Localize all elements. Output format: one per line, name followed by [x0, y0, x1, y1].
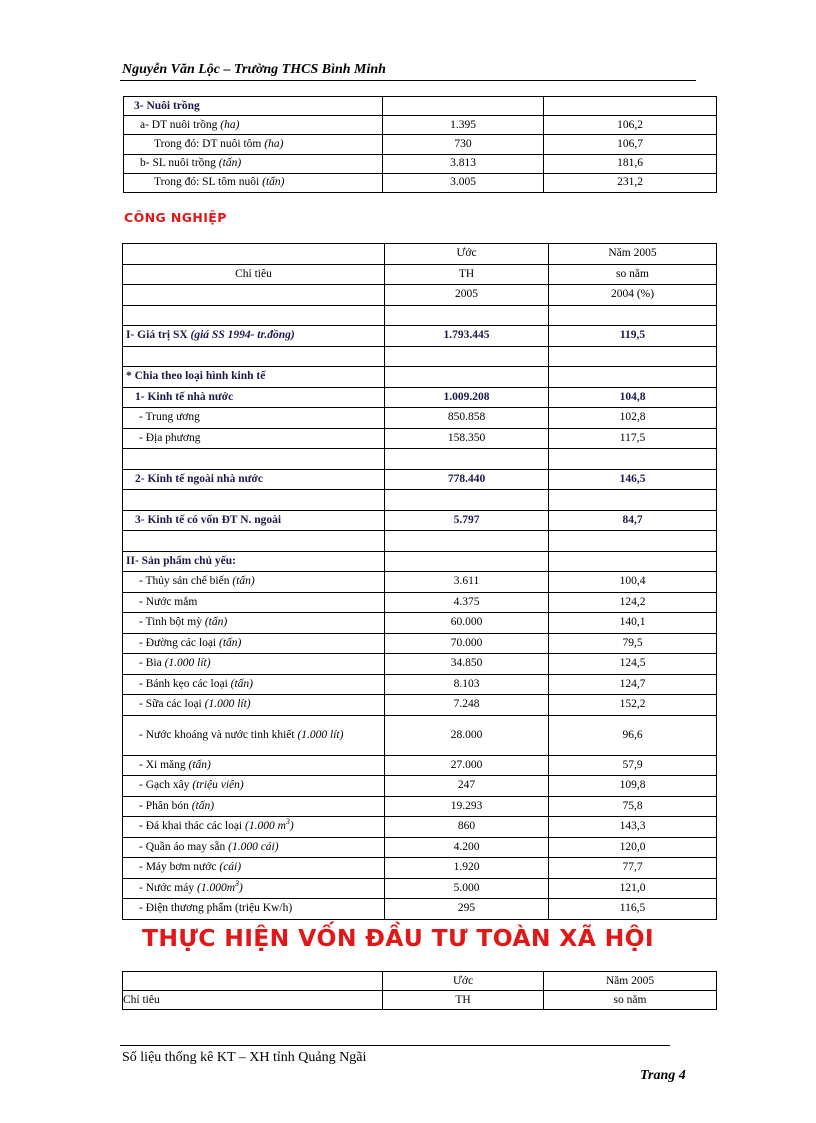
table-cell: 109,8: [549, 776, 717, 797]
investment-table: [122, 971, 717, 1010]
table-cell: 5.000: [385, 878, 549, 899]
unit-superscript: 3: [235, 878, 239, 888]
table-row: [123, 695, 717, 716]
table-cell: [123, 285, 385, 306]
document-header: Nguyễn Văn Lộc – Trường THCS Bình Minh: [122, 62, 386, 77]
table-cell: - Địa phương: [123, 428, 385, 449]
table-cell: 2- Kinh tế ngoài nhà nước: [123, 469, 385, 490]
table-cell: 106,7: [544, 135, 717, 154]
table-cell: [123, 633, 385, 654]
row-label: - Máy bơm nước: [139, 861, 220, 874]
table-row: [123, 633, 717, 654]
table-cell: [123, 715, 385, 755]
table-cell: 4.375: [385, 592, 549, 613]
table-cell: [124, 116, 383, 135]
row-label: - Bia: [139, 657, 165, 670]
table-cell: * Chia theo loại hình kinh tế: [123, 367, 385, 388]
table-cell: 117,5: [549, 428, 717, 449]
table-cell: 181,6: [544, 154, 717, 173]
table-cell: 231,2: [544, 173, 717, 192]
column-header: Năm 2005: [549, 244, 717, 265]
row-unit: (tấn): [218, 157, 242, 170]
row-unit: (tấn): [262, 176, 285, 189]
table-header-row: [123, 244, 717, 265]
row-label: - Tinh bột mỳ: [139, 616, 205, 629]
table-cell: [385, 367, 549, 388]
table-cell: [123, 695, 385, 716]
row-unit: (1.000 cái): [228, 840, 279, 853]
table-cell: 295: [385, 899, 549, 920]
column-header: TH: [383, 991, 544, 1010]
industry-table: [122, 243, 717, 920]
table-row: [123, 326, 717, 347]
table-cell: 96,6: [549, 715, 717, 755]
table-cell: 1.395: [383, 116, 544, 135]
table-cell: 730: [383, 135, 544, 154]
table-cell: [549, 367, 717, 388]
table-cell: 124,5: [549, 654, 717, 675]
unit-superscript: 3: [285, 817, 290, 827]
table-cell: 860: [385, 817, 549, 838]
table-row: [124, 116, 717, 135]
table-row: [123, 776, 717, 797]
row-label: - Phân bón: [139, 799, 192, 812]
table-row: [123, 572, 717, 593]
table-cell: [123, 572, 385, 593]
table-cell: [383, 97, 544, 116]
row-unit: (tấn): [219, 636, 242, 649]
column-header: 2004 (%): [549, 285, 717, 306]
spacer-row: [123, 531, 717, 552]
table-cell: 3- Kinh tế có vốn ĐT N. ngoài: [123, 510, 385, 531]
table-cell: 140,1: [549, 613, 717, 634]
table-cell: 28.000: [385, 715, 549, 755]
table-cell: [385, 551, 549, 572]
table-cell: [123, 776, 385, 797]
table-cell: 124,2: [549, 592, 717, 613]
table-row: [123, 796, 717, 817]
table-cell: [124, 135, 383, 154]
row-label: b- SL nuôi trồng: [140, 157, 219, 170]
table-row: [123, 613, 717, 634]
table-row: [123, 592, 717, 613]
footer-divider: [120, 1045, 670, 1046]
table-cell: 1.009.208: [385, 387, 549, 408]
column-header: Ước: [383, 972, 544, 991]
table-cell: 3.611: [385, 572, 549, 593]
table-cell: 70.000: [385, 633, 549, 654]
table-cell: 778.440: [385, 469, 549, 490]
table-cell: [124, 154, 383, 173]
row-label: - Đường các loại: [139, 636, 220, 649]
table-row: [124, 135, 717, 154]
table-cell: 158.350: [385, 428, 549, 449]
row-unit-end: ): [289, 820, 294, 833]
table-cell: 77,7: [549, 858, 717, 879]
table-row: [123, 387, 717, 408]
table-header-row: [123, 285, 717, 306]
table-cell: [123, 592, 385, 613]
spacer-row: [123, 346, 717, 367]
row-unit: (ha): [220, 118, 240, 131]
row-unit: (1.000 m: [245, 820, 286, 833]
table-row: [123, 510, 717, 531]
row-label: - Gạch xây: [139, 779, 193, 792]
row-unit: (tấn): [230, 677, 253, 690]
table-cell: 19.293: [385, 796, 549, 817]
table-cell: 247: [385, 776, 549, 797]
row-unit: (ha): [264, 137, 284, 150]
table-cell: 124,7: [549, 674, 717, 695]
table-row: [124, 97, 717, 116]
row-label: - Quần áo may sẵn: [139, 840, 229, 853]
table-row: [123, 408, 717, 429]
table-header-row: [123, 991, 717, 1010]
row-unit: (1.000 lít): [297, 728, 344, 741]
row-unit: (tấn): [191, 799, 215, 812]
table-cell: 3- Nuôi trồng: [124, 97, 383, 116]
table-cell: [544, 97, 717, 116]
table-row: [123, 674, 717, 695]
table-cell: 27.000: [385, 755, 549, 776]
table-cell: 1.920: [385, 858, 549, 879]
table-row: [124, 173, 717, 192]
table-row: [123, 899, 717, 920]
column-header: Chỉ tiêu: [123, 264, 385, 285]
row-unit: (tấn): [232, 575, 255, 588]
table-row: [124, 154, 717, 173]
table-cell: 152,2: [549, 695, 717, 716]
row-label: - Đá khai thác các loại: [139, 820, 245, 833]
table-cell: 106,2: [544, 116, 717, 135]
table-cell: 850.858: [385, 408, 549, 429]
table-cell: 102,8: [549, 408, 717, 429]
table-cell: 120,0: [549, 837, 717, 858]
row-unit: (tấn): [204, 616, 228, 629]
table-cell: [123, 817, 385, 838]
column-header: Năm 2005: [544, 972, 717, 991]
footer-source: Số liệu thống kê KT – XH tỉnh Quảng Ngãi: [122, 1050, 367, 1065]
row-unit: (1.000m: [196, 881, 235, 894]
spacer-row: [123, 449, 717, 470]
table-cell: 5.797: [385, 510, 549, 531]
column-header: Chỉ tiêu: [123, 991, 383, 1010]
table-row: [123, 878, 717, 899]
table-row: [123, 858, 717, 879]
column-header: Ước: [385, 244, 549, 265]
table-cell: [549, 551, 717, 572]
table-cell: 100,4: [549, 572, 717, 593]
table-cell: [124, 173, 383, 192]
table-cell: 34.850: [385, 654, 549, 675]
spacer-row: [123, 490, 717, 511]
table-cell: II- Sản phẩm chủ yếu:: [123, 551, 385, 572]
table-row: [123, 755, 717, 776]
page-number: Trang 4: [640, 1068, 686, 1083]
table-cell: 84,7: [549, 510, 717, 531]
table-row: [123, 469, 717, 490]
row-unit: (1.000 lít): [204, 698, 251, 711]
table-row: [123, 837, 717, 858]
row-label: - Xi măng: [139, 758, 189, 771]
table-row: [123, 817, 717, 838]
table-row: [123, 367, 717, 388]
column-header: 2005: [385, 285, 549, 306]
table-cell: [123, 837, 385, 858]
row-unit: (cái): [219, 861, 242, 874]
table-cell: 119,5: [549, 326, 717, 347]
column-header: so năm: [544, 991, 717, 1010]
aquaculture-table: [123, 96, 717, 193]
table-cell: 146,5: [549, 469, 717, 490]
row-unit: (giá SS 1994- tr.đồng): [190, 329, 295, 342]
table-cell: [123, 755, 385, 776]
row-unit: (triệu viên): [192, 779, 244, 792]
table-cell: 57,9: [549, 755, 717, 776]
table-cell: [123, 796, 385, 817]
spacer-row: [123, 305, 717, 326]
header-divider: [120, 80, 696, 81]
row-label: - Điện thương phẩm (triệu Kw/h): [139, 902, 293, 915]
row-unit: (tấn): [188, 758, 211, 771]
table-row: [123, 654, 717, 675]
section-title-industry: CÔNG NGHIỆP: [124, 210, 227, 225]
table-cell: 3.813: [383, 154, 544, 173]
table-cell: [123, 654, 385, 675]
row-unit-end: ): [239, 881, 243, 894]
table-cell: [123, 326, 385, 347]
row-label: - Nước máy: [139, 881, 197, 894]
row-label: - Sữa các loại: [139, 698, 205, 711]
row-label: - Thủy sản chế biến: [139, 575, 233, 588]
table-cell: [123, 244, 385, 265]
table-cell: 60.000: [385, 613, 549, 634]
row-unit: (1.000 lít): [164, 657, 211, 670]
table-row: [123, 428, 717, 449]
table-cell: 75,8: [549, 796, 717, 817]
table-cell: [123, 674, 385, 695]
table-cell: 3.005: [383, 173, 544, 192]
section-title-investment: THỰC HIỆN VỐN ĐẦU TƯ TOÀN XÃ HỘI: [142, 924, 654, 952]
table-cell: [123, 972, 383, 991]
row-label: - Nước mắm: [139, 595, 198, 608]
table-cell: 7.248: [385, 695, 549, 716]
table-cell: 1.793.445: [385, 326, 549, 347]
table-cell: 104,8: [549, 387, 717, 408]
table-cell: 8.103: [385, 674, 549, 695]
column-header: so năm: [549, 264, 717, 285]
table-row: [123, 551, 717, 572]
row-label: - Nước khoáng và nước tinh khiết: [139, 728, 298, 741]
table-row: [123, 715, 717, 755]
row-label: - Bánh kẹo các loại: [139, 677, 231, 690]
table-cell: [123, 899, 385, 920]
table-cell: 79,5: [549, 633, 717, 654]
table-cell: 143,3: [549, 817, 717, 838]
row-label: Trong đó: DT nuôi tôm: [154, 137, 265, 150]
column-header: TH: [385, 264, 549, 285]
row-label: a- DT nuôi trồng: [140, 118, 221, 131]
table-cell: 116,5: [549, 899, 717, 920]
table-header-row: [123, 264, 717, 285]
table-cell: [123, 613, 385, 634]
table-header-row: [123, 972, 717, 991]
table-cell: 1- Kinh tế nhà nước: [123, 387, 385, 408]
table-cell: - Trung ương: [123, 408, 385, 429]
table-cell: [123, 858, 385, 879]
table-cell: 121,0: [549, 878, 717, 899]
table-cell: 4.200: [385, 837, 549, 858]
row-label: Trong đó: SL tôm nuôi: [154, 176, 263, 189]
row-label: I- Giá trị SX: [126, 329, 191, 342]
table-cell: [123, 878, 385, 899]
